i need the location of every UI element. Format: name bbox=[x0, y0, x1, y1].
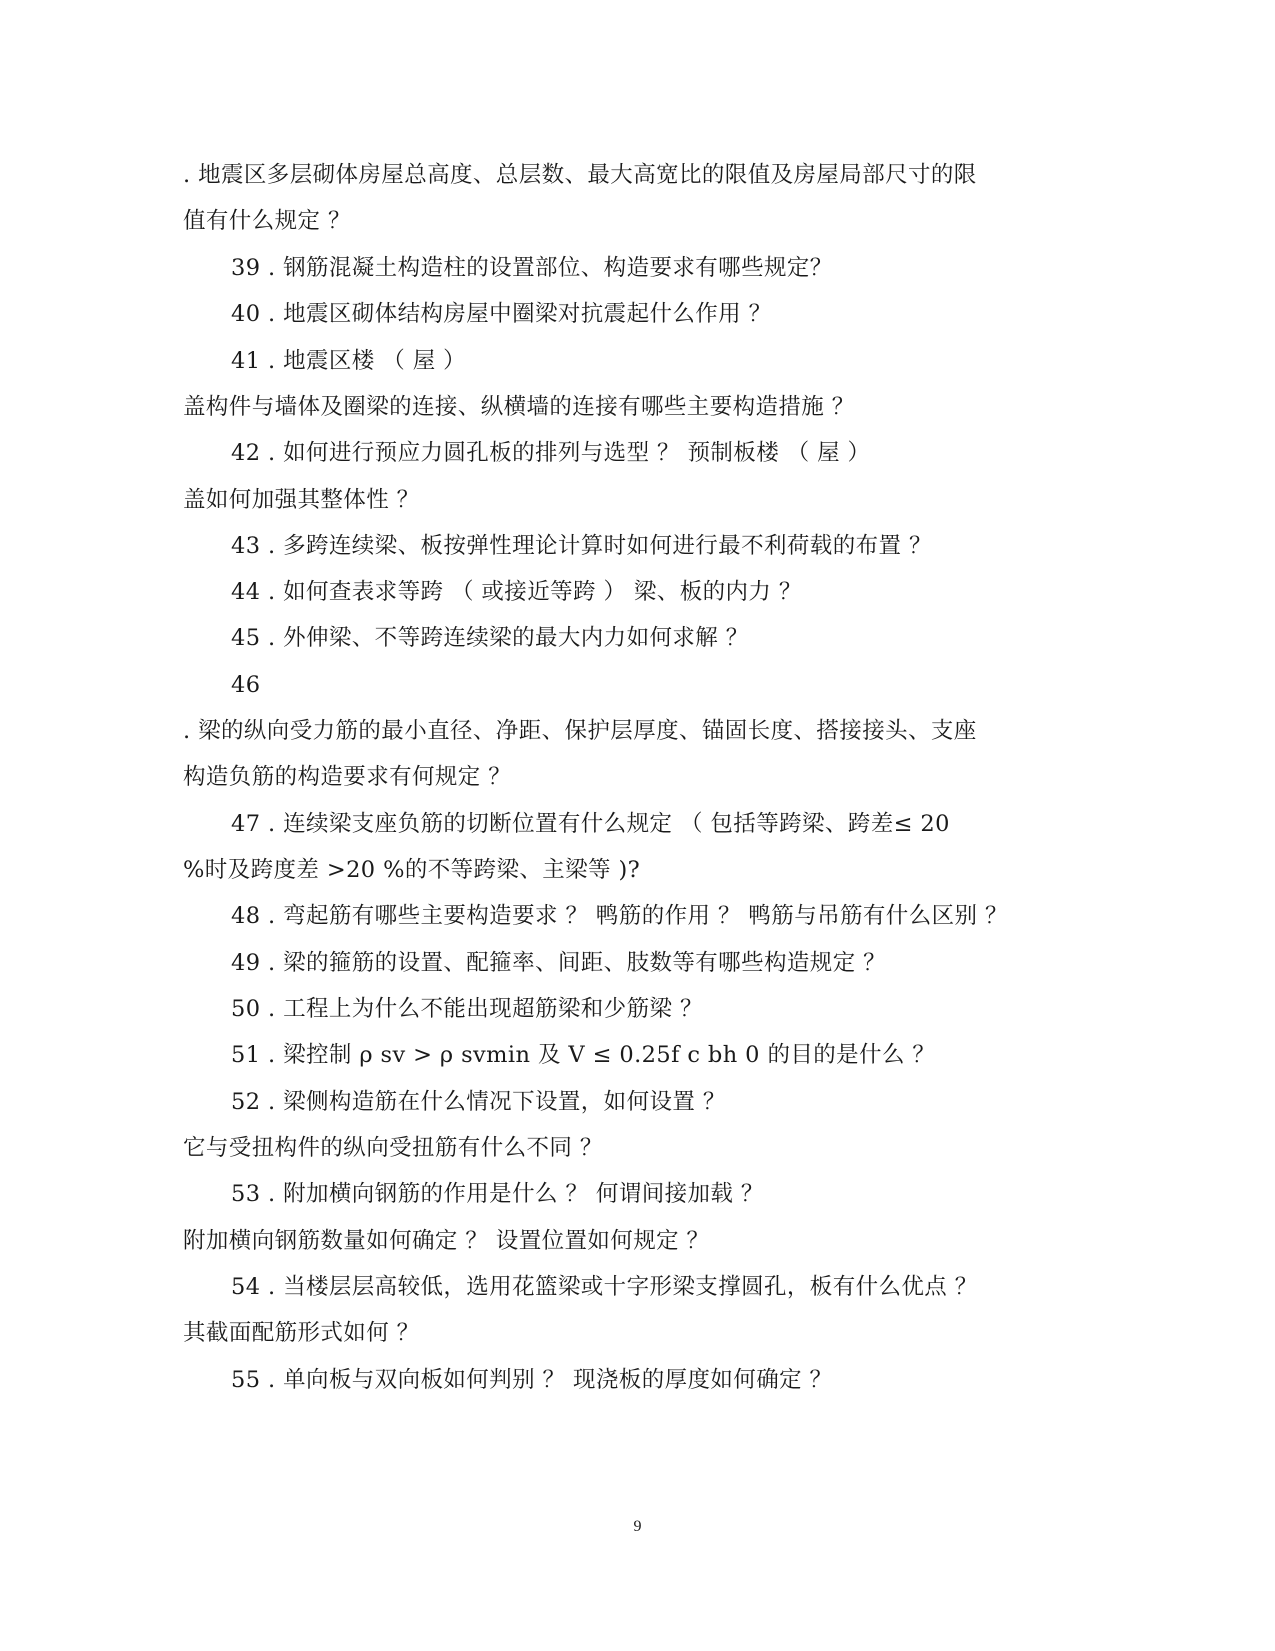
question-50: 50 . 工程上为什么不能出现超筋梁和少筋梁 ？ bbox=[231, 996, 703, 1022]
question-44: 44 . 如何查表求等跨 （ 或接近等跨 ） 梁、板的内力 ？ bbox=[231, 579, 802, 605]
question-46-number: 46 bbox=[231, 672, 261, 698]
question-43: 43 . 多跨连续梁、板按弹性理论计算时如何进行最不利荷载的布置 ？ bbox=[231, 533, 932, 559]
question-55: 55 . 单向板与双向板如何判别 ？ 现浇板的厚度如何确定 ？ bbox=[231, 1367, 833, 1393]
page-number: 9 bbox=[633, 1518, 642, 1535]
question-42: 42 . 如何进行预应力圆孔板的排列与选型 ？ 预制板楼 （ 屋 ） bbox=[231, 440, 871, 466]
text-line: 值有什么规定 ？ bbox=[183, 208, 351, 234]
text-line: 其截面配筋形式如何 ？ bbox=[183, 1320, 420, 1346]
question-51: 51 . 梁控制 ρ sv > ρ svmin 及 V ≤ 0.25f c bh 0 的目的是什么 ？ bbox=[231, 1042, 936, 1068]
question-45: 45 . 外伸梁、不等跨连续梁的最大内力如何求解 ？ bbox=[231, 625, 749, 651]
question-54: 54 . 当楼层层高较低，选用花篮梁或十字形梁支撑圆孔，板有什么优点 ？ bbox=[231, 1274, 978, 1300]
text-line: 附加横向钢筋数量如何确定 ？ 设置位置如何规定 ？ bbox=[183, 1228, 710, 1254]
question-52: 52 . 梁侧构造筋在什么情况下设置，如何设置 ？ bbox=[231, 1089, 726, 1115]
question-46: . 梁的纵向受力筋的最小直径、净距、保护层厚度、锚固长度、搭接接头、支座 bbox=[183, 718, 977, 744]
text-line: 盖如何加强其整体性 ？ bbox=[183, 487, 420, 513]
text-line: 它与受扭构件的纵向受扭筋有什么不同 ？ bbox=[183, 1135, 603, 1161]
question-49: 49 . 梁的箍筋的设置、配箍率、间距、肢数等有哪些构造规定 ？ bbox=[231, 950, 887, 976]
question-48: 48 . 弯起筋有哪些主要构造要求 ？ 鸭筋的作用 ？ 鸭筋与吊筋有什么区别 ？ bbox=[231, 903, 1008, 929]
text-line: %时及跨度差 >20 %的不等跨梁、主梁等 )? bbox=[183, 857, 641, 883]
text-line: . 地震区多层砌体房屋总高度、总层数、最大高宽比的限值及房屋局部尺寸的限 bbox=[183, 162, 977, 188]
question-47: 47 . 连续梁支座负筋的切断位置有什么规定 （ 包括等跨梁、跨差≤ 20 bbox=[231, 811, 950, 837]
question-53: 53 . 附加横向钢筋的作用是什么 ？ 何谓间接加载 ？ bbox=[231, 1181, 764, 1207]
question-41: 41 . 地震区楼 （ 屋 ） bbox=[231, 348, 467, 374]
text-line: 构造负筋的构造要求有何规定 ？ bbox=[183, 764, 512, 790]
question-39: 39 . 钢筋混凝土构造柱的设置部位、构造要求有哪些规定？ bbox=[231, 255, 833, 281]
question-40: 40 . 地震区砌体结构房屋中圈梁对抗震起什么作用 ？ bbox=[231, 301, 772, 327]
text-line: 盖构件与墙体及圈梁的连接、纵横墙的连接有哪些主要构造措施 ？ bbox=[183, 394, 855, 420]
